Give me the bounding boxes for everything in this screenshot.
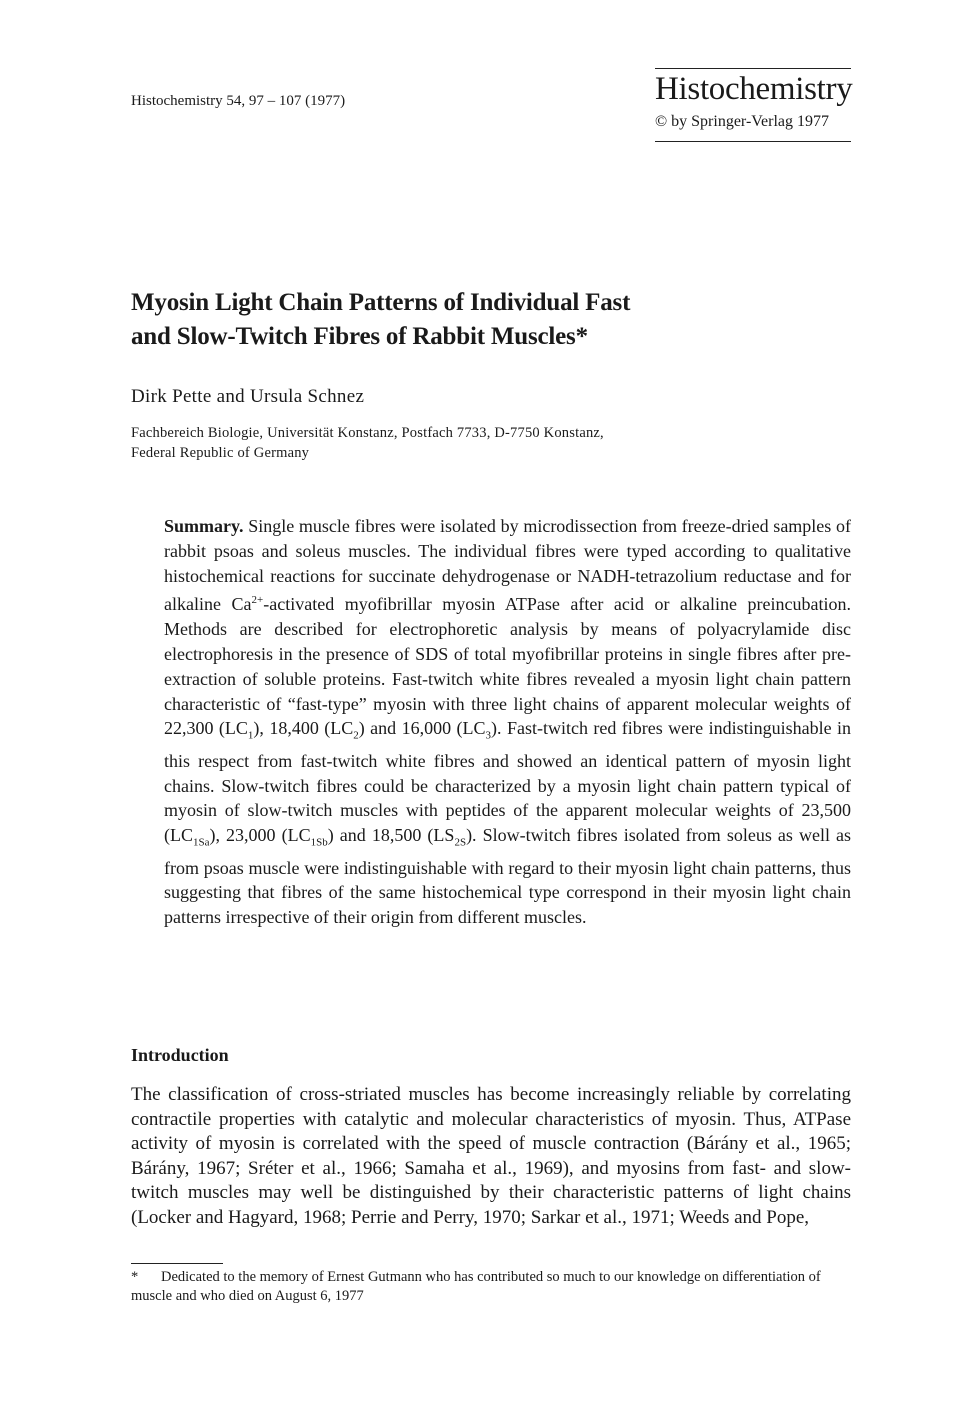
summary-text-8: ). Slow-twitch fibres isolated from soleus as well as from psoas muscle were indistinguishable with regard to their myosin light chain patterns, thus suggesting that fibres of the same histochemical type correspond in their myosin light chain patterns irrespective of their origin from different muscles. [164, 825, 851, 928]
journal-masthead [655, 68, 851, 142]
masthead-top-rule [655, 68, 851, 69]
footnote-rule [131, 1263, 223, 1264]
lc2-subscript: 2 [353, 729, 359, 742]
affiliation-line-2: Federal Republic of Germany [131, 445, 310, 461]
ca-superscript: 2+ [251, 594, 264, 607]
summary-text-6: ), 23,000 (LC [209, 825, 311, 846]
summary-text-5: ). Fast-twitch red fibres were indistinguishable in this respect from fast-twitch white fibres and showed an identical pattern of myosin light chains. Slow-twitch fibres could be characterized by a myosin light chain pattern typical of myosin of slow-twitch muscles with peptides of the apparent molecular weights of 23,500 (LC [164, 718, 851, 846]
summary-text-3: ), 18,400 (LC [253, 718, 354, 739]
affiliation-line-1: Fachbereich Biologie, Universität Konstanz, Postfach 7733, D-7750 Konstanz, [131, 425, 604, 441]
title-line-2: and Slow-Twitch Fibres of Rabbit Muscles* [131, 323, 588, 350]
introduction-paragraph: The classification of cross-striated muscles has become increasingly reliable by correlating contractile properties with catalytic and molecular characteristics of myosin. Thus, ATPase activity of myosin is correlated with the speed of muscle contraction (Bárány et al., 1965; Bárány, 1967; Sréter et al., 1966; Samaha et al., 1969), and myosins from fast- and slow-twitch muscles may well be distinguished by their characteristic patterns of light chains (Locker and Hagyard, 1968; Perrie and Perry, 1970; Sarkar et al., 1971; Weeds and Pope, [131, 1084, 851, 1228]
summary-paragraph [164, 514, 851, 930]
lc1sb-subscript: 1Sb [310, 836, 328, 849]
masthead-bottom-rule [655, 141, 851, 142]
summary-label: Summary. [164, 516, 244, 536]
summary-text-4: ) and 16,000 (LC [358, 718, 486, 739]
summary-text-1: Single muscle fibres were isolated by microdissection from freeze-dried samples of rabbit psoas and soleus muscles. The individual fibres were typed according to qualitative histochemical reactions for succinate dehydrogenase or NADH-tetrazolium reductase and for alkaline Ca [164, 516, 851, 615]
journal-citation: Histochemistry 54, 97 – 107 (1977) [131, 93, 346, 109]
lc3-subscript: 3 [485, 729, 492, 742]
ls2s-subscript: 2S [454, 836, 467, 849]
title-line-1: Myosin Light Chain Patterns of Individual Fast [131, 289, 631, 316]
footnote [131, 1268, 851, 1306]
affiliation [131, 423, 851, 463]
article-title [131, 286, 851, 354]
summary-text-7: ) and 18,500 (LS [327, 825, 455, 846]
summary-text-2: -activated myofibrillar myosin ATPase after acid or alkaline preincubation. Methods are described for electrophoretic analysis by means of polyacrylamide disc electrophoresis in the presence of SDS of total myofibrillar proteins in single fibres after pre-extraction of soluble proteins. Fast-twitch white fibres revealed a myosin light chain pattern characteristic of “fast-type” myosin with three light chains of apparent molecular weights of 22,300 (LC [164, 594, 851, 739]
authors: Dirk Pette and Ursula Schnez [131, 386, 365, 407]
introduction-heading: Introduction [131, 1045, 229, 1065]
footnote-mark: * [131, 1269, 139, 1285]
journal-name: Histochemistry [655, 71, 853, 107]
publisher-line: © by Springer-Verlag 1977 [655, 113, 830, 130]
footnote-text: Dedicated to the memory of Ernest Gutmann who has contributed so much to our knowledge on differentiation of muscle and who died on August 6, 1977 [131, 1269, 821, 1304]
lc1-subscript: 1 [247, 729, 254, 742]
lc1sa-subscript: 1Sa [193, 836, 210, 849]
